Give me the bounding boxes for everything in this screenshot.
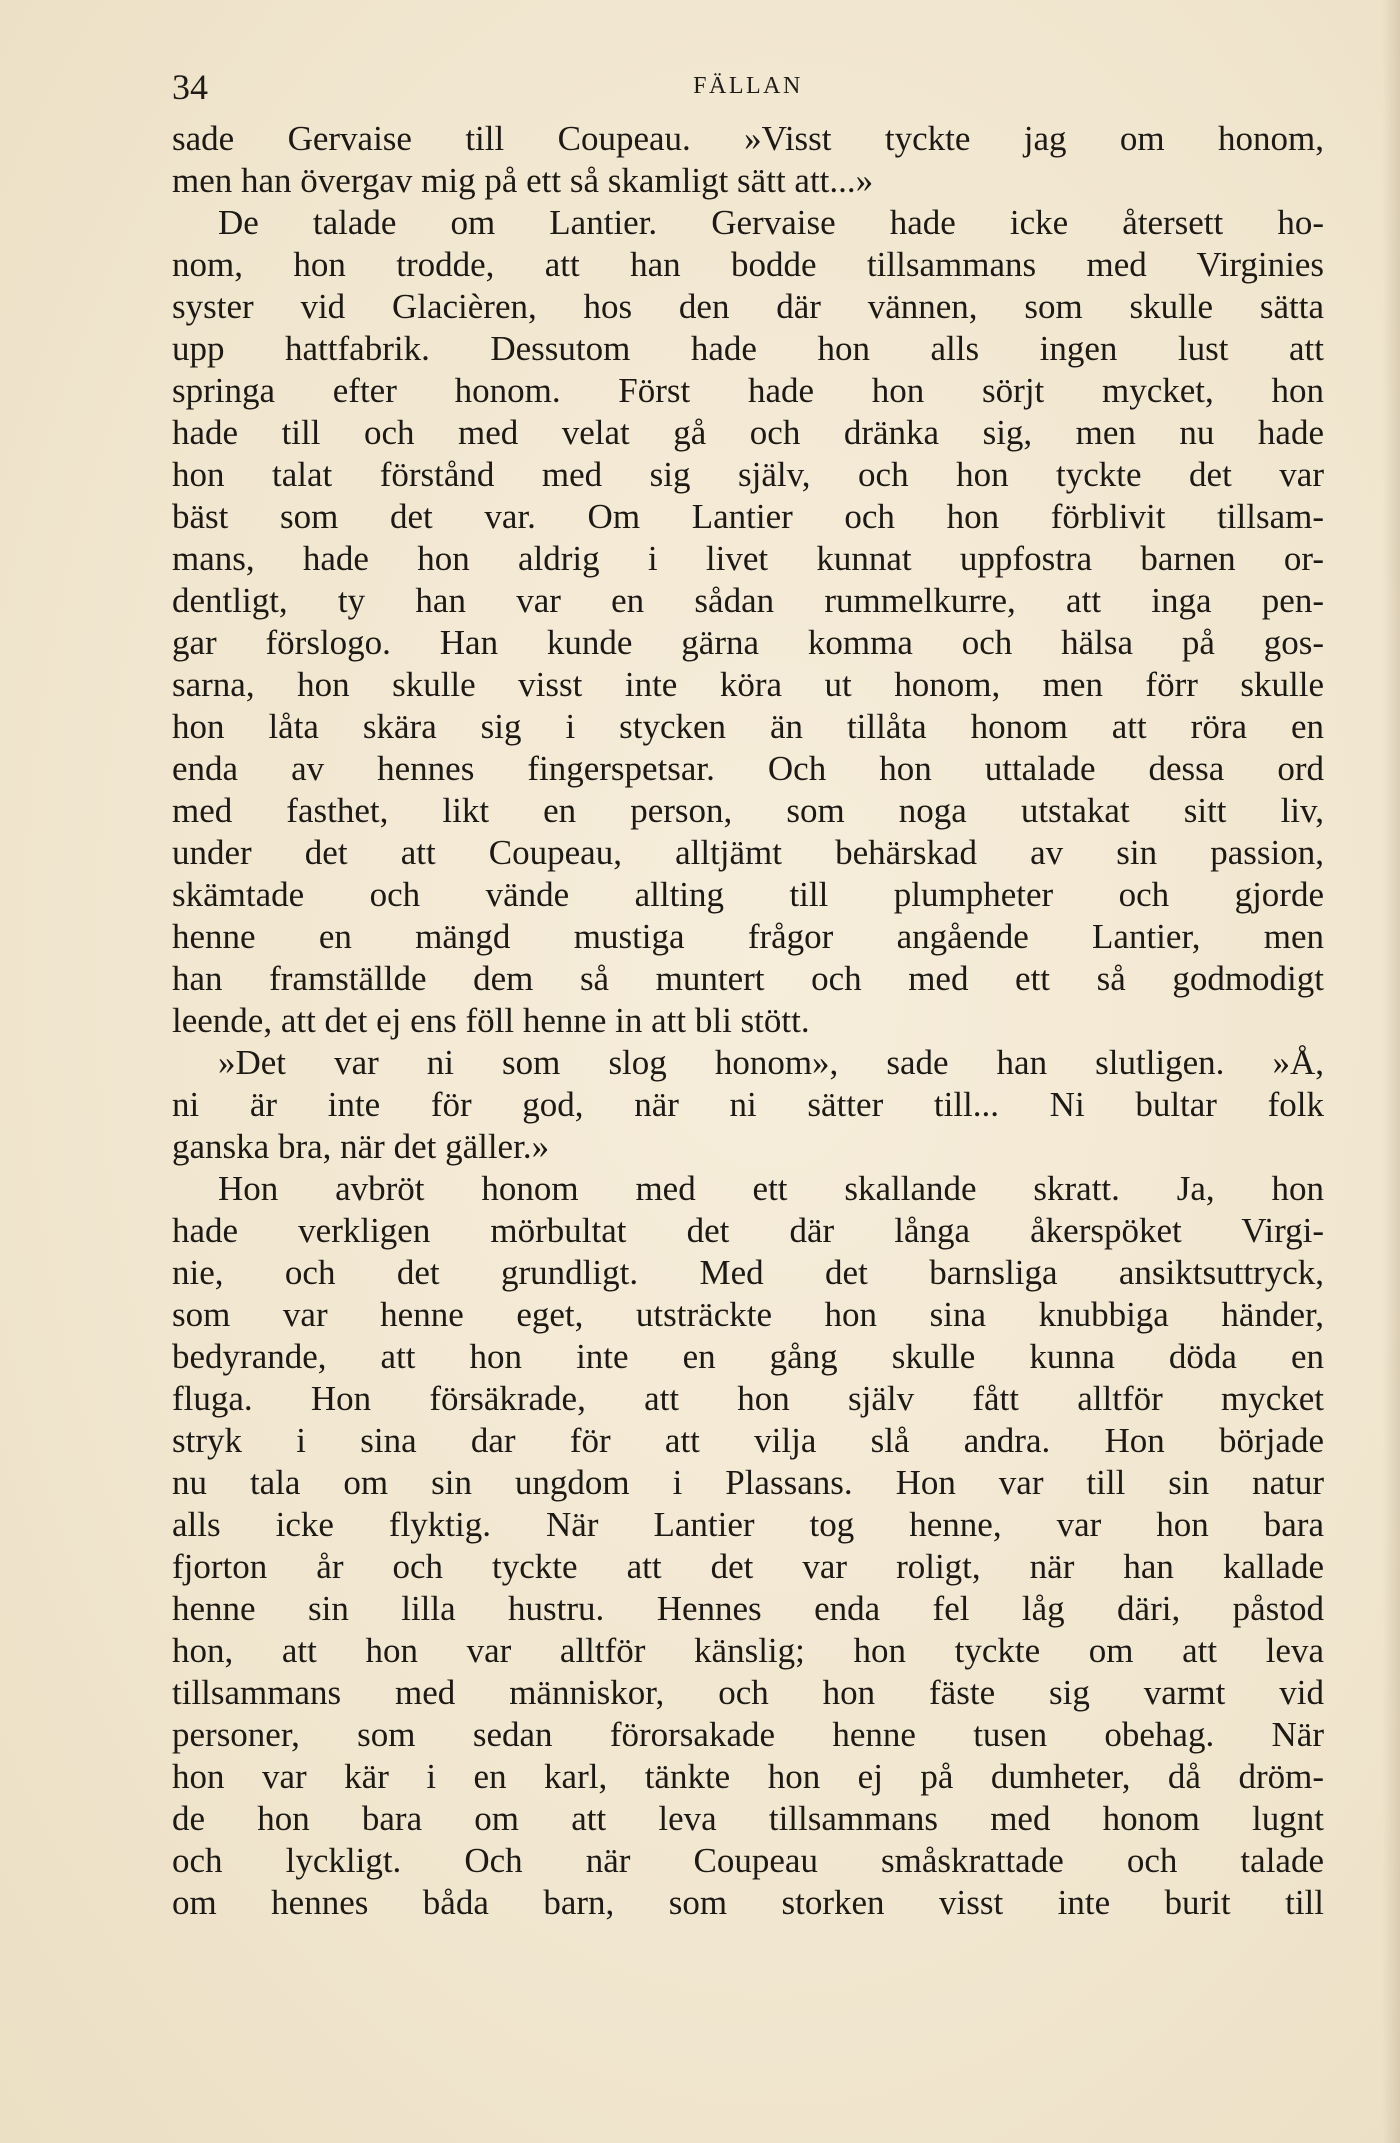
text-line: henne en mängd mustiga frågor angående Lantier, men (172, 917, 1324, 956)
page-header (172, 62, 1324, 112)
text-line: hon, att hon var alltför känslig; hon tyckte om att leva (172, 1631, 1324, 1670)
page-number: 34 (172, 67, 208, 107)
text-line: enda av hennes fingerspetsar. Och hon uttalade dessa ord (172, 749, 1324, 788)
text-line: sarna, hon skulle visst inte köra ut honom, men förr skulle (172, 665, 1324, 704)
text-line: upp hattfabrik. Dessutom hade hon alls ingen lust att (172, 329, 1324, 368)
text-line: dentligt, ty han var en sådan rummelkurre, att inga pen- (172, 581, 1324, 620)
text-line: hade till och med velat gå och dränka sig, men nu hade (172, 413, 1324, 452)
text-line: mans, hade hon aldrig i livet kunnat uppfostra barnen or- (172, 539, 1324, 578)
text-line: och lyckligt. Och när Coupeau småskrattade och talade (172, 1841, 1324, 1880)
text-line: personer, som sedan förorsakade henne tusen obehag. När (172, 1715, 1324, 1754)
text-line: de hon bara om att leva tillsammans med honom lugnt (172, 1799, 1324, 1838)
text-line: syster vid Glacièren, hos den där vännen, som skulle sätta (172, 287, 1324, 326)
text-line: tillsammans med människor, och hon fäste sig varmt vid (172, 1673, 1324, 1712)
running-head: FÄLLAN (693, 73, 803, 99)
text-line: sade Gervaise till Coupeau. »Visst tyckte jag om honom, (172, 119, 1324, 158)
text-line: nie, och det grundligt. Med det barnsliga ansiktsuttryck, (172, 1253, 1324, 1292)
text-line: hon var kär i en karl, tänkte hon ej på dumheter, då dröm- (172, 1757, 1324, 1796)
text-line: som var henne eget, utsträckte hon sina knubbiga händer, (172, 1295, 1324, 1334)
text-line: han framställde dem så muntert och med ett så godmodigt (172, 959, 1324, 998)
page-edge-shadow (1382, 0, 1400, 2143)
text-line: skämtade och vände allting till plumpheter och gjorde (172, 875, 1324, 914)
text-line: stryk i sina dar för att vilja slå andra. Hon började (172, 1421, 1324, 1460)
text-line: bäst som det var. Om Lantier och hon förblivit tillsam- (172, 497, 1324, 536)
text-line: bedyrande, att hon inte en gång skulle kunna döda en (172, 1337, 1324, 1376)
text-line: gar förslogo. Han kunde gärna komma och hälsa på gos- (172, 623, 1324, 662)
text-line: fjorton år och tyckte att det var roligt, när han kallade (172, 1547, 1324, 1586)
text-line: Hon avbröt honom med ett skallande skratt. Ja, hon (218, 1169, 1324, 1208)
text-line: henne sin lilla hustru. Hennes enda fel låg däri, påstod (172, 1589, 1324, 1628)
text-line: ni är inte för god, när ni sätter till... Ni bultar folk (172, 1085, 1324, 1124)
text-line: hade verkligen mörbultat det där långa åkerspöket Virgi- (172, 1211, 1324, 1250)
text-line: nom, hon trodde, att han bodde tillsammans med Virginies (172, 245, 1324, 284)
text-line: leende, att det ej ens föll henne in att bli stött. (172, 1001, 810, 1040)
text-line: fluga. Hon försäkrade, att hon själv fått alltför mycket (172, 1379, 1324, 1418)
text-line: under det att Coupeau, alltjämt behärskad av sin passion, (172, 833, 1324, 872)
text-line: hon låta skära sig i stycken än tillåta honom att röra en (172, 707, 1324, 746)
text-line: »Det var ni som slog honom», sade han slutligen. »Å, (218, 1043, 1324, 1082)
body-text (172, 118, 1324, 1924)
text-line: alls icke flyktig. När Lantier tog henne, var hon bara (172, 1505, 1324, 1544)
text-line: springa efter honom. Först hade hon sörjt mycket, hon (172, 371, 1324, 410)
text-line: men han övergav mig på ett så skamligt sätt att...» (172, 161, 874, 200)
text-line: ganska bra, när det gäller.» (172, 1127, 550, 1166)
text-line: nu tala om sin ungdom i Plassans. Hon var till sin natur (172, 1463, 1324, 1502)
text-line: De talade om Lantier. Gervaise hade icke återsett ho- (218, 203, 1324, 242)
text-line: om hennes båda barn, som storken visst inte burit till (172, 1883, 1324, 1922)
text-line: hon talat förstånd med sig själv, och hon tyckte det var (172, 455, 1324, 494)
text-line: med fasthet, likt en person, som noga utstakat sitt liv, (172, 791, 1324, 830)
